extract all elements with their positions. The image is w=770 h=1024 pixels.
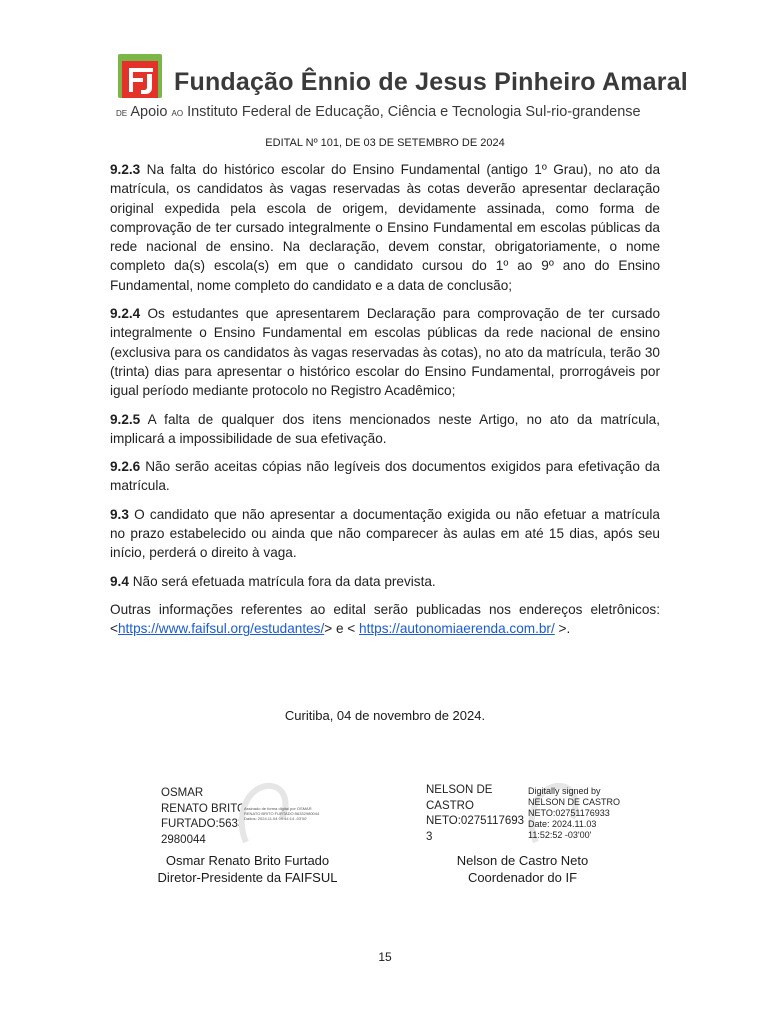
- right-cert-name: NELSON DE CASTRO NETO:0275117693 3: [426, 784, 525, 843]
- right-signatory: [420, 852, 625, 886]
- paragraph-9-2-6: [110, 457, 660, 496]
- closing-bracket: >.: [554, 621, 571, 637]
- left-signatory: [150, 852, 345, 886]
- letterhead: [116, 52, 688, 124]
- edital-title: EDITAL Nº 101, DE 03 DE SETEMBRO DE 2024: [265, 137, 505, 149]
- paragraph-9-2-5: [110, 410, 660, 449]
- right-signatory-role: Coordenador do IF: [467, 870, 578, 885]
- left-signatory-name: Osmar Renato Brito Furtado: [165, 853, 330, 868]
- subtitle-prefix: DE: [116, 109, 128, 118]
- right-cert-details: Digitally signed by NELSON DE CASTRO NETO:02751176933 Date: 2024.11.03 11:52:52 -03'00': [528, 786, 621, 840]
- left-cert-name: OSMAR RENATO BRITO FURTADO:5633 2980044: [161, 787, 246, 846]
- subtitle-small: AO: [171, 109, 184, 118]
- organization-name: Fundação Ênnio de Jesus Pinheiro Amaral: [174, 68, 688, 96]
- info-text: Outras informações referentes ao edital serão publicadas nos endereços eletrônicos:: [110, 601, 660, 617]
- organization-subtitle: [116, 104, 641, 120]
- separator-text: > e <: [324, 621, 360, 637]
- clause-number: 9.4: [110, 573, 129, 589]
- bracket: <: [110, 621, 118, 637]
- left-signatory-role: Diretor-Presidente da FAIFSUL: [157, 870, 338, 885]
- left-cert-details: Assinado de forma digital por OSMAR RENATO BRITO FURTADO:56332980044 Dados: 2024.11.04 09:44:14 -03'00': [244, 806, 320, 821]
- paragraph-9-2-3: [110, 160, 660, 295]
- date-line: Curitiba, 04 de novembro de 2024.: [284, 708, 486, 723]
- clause-text: Não serão aceitas cópias não legíveis dos documentos exigidos para efetivação da matrícula.: [110, 459, 660, 494]
- paragraph-9-4: [110, 572, 660, 591]
- clause-number: 9.2.6: [110, 459, 141, 475]
- faifsul-link[interactable]: https://www.faifsul.org/estudantes/: [117, 621, 325, 637]
- paragraph-9-2-4: [110, 304, 660, 400]
- clause-text: A falta de qualquer dos itens mencionados neste Artigo, no ato da matrícula, implicará a impossibilidade de sua efetivação.: [110, 411, 660, 446]
- clause-number: 9.2.4: [110, 306, 141, 322]
- right-signatory-name: Nelson de Castro Neto: [456, 853, 589, 868]
- clause-text: O candidato que não apresentar a documentação exigida ou não efetuar a matrícula no prazo estabelecido ou ainda que não comparecer às aulas em até 15 dias, após seu início, perderá o direito à vaga.: [110, 506, 660, 561]
- subtitle-rest: Instituto Federal de Educação, Ciência e Tecnologia Sul-rio-grandense: [187, 104, 641, 120]
- page-number: 15: [378, 950, 392, 964]
- foundation-logo: [116, 52, 164, 100]
- clause-text: Os estudantes que apresentarem Declaração para comprovação de ter cursado integralmente o Ensino Fundamental em escolas públicas da rede nacional de ensino (exclusiva para os candidatos às vagas reservadas às cotas), no ato da matrícula, terão 30 (trinta) dias para apresentar o histórico escolar do Ensino Fundamental, prorrogáveis por igual período mediante protocolo no Registro Acadêmico;: [110, 306, 660, 399]
- document-body: [110, 160, 660, 648]
- clause-text: Na falta do histórico escolar do Ensino Fundamental (antigo 1º Grau), no ato da matrícula, os candidatos às vagas reservadas às cotas deverão apresentar declaração original expedida pela escola de origem, devidamente assinada, como forma de comprovação de ter cursado integralmente o Ensino Fundamental em escolas públicas da rede nacional de ensino. Na declaração, devem constar, obrigatoriamente, o nome completo da(s) escola(s) em que o candidato cursou do 1º ao 9º ano do Ensino Fundamental, nome completo do candidato e a data de conclusão;: [110, 162, 661, 293]
- autonomia-link[interactable]: https://autonomiaerenda.com.br/: [359, 621, 555, 637]
- clause-number: 9.2.3: [110, 162, 141, 177]
- clause-number: 9.3: [110, 506, 129, 522]
- clause-text: Não será efetuada matrícula fora da data prevista.: [132, 573, 436, 589]
- paragraph-9-3: [110, 505, 660, 563]
- clause-number: 9.2.5: [110, 411, 141, 427]
- subtitle-word: Apoio: [130, 104, 168, 120]
- paragraph-info: [110, 600, 660, 639]
